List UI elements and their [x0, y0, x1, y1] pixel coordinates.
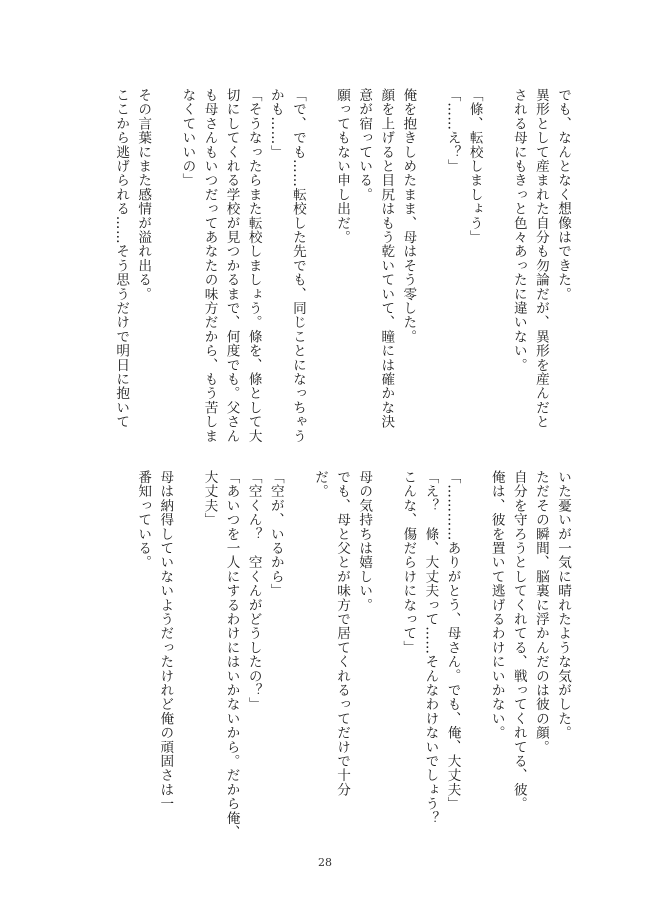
text-line: 「え？ 條、大丈夫って……そんなわけないでしょう？	[422, 470, 439, 825]
text-line: 「で、でも……転校した先でも、同じことになっちゃう	[289, 88, 306, 443]
text-line: も母さんもいつだってあなたの味方だから、もう苦しま	[201, 88, 218, 443]
text-line: こんな、傷だらけになって」	[400, 470, 417, 655]
blank-line	[287, 470, 309, 852]
top-text-tier	[74, 88, 574, 454]
text-line: 自分を守ろうとしてくれてる、戦ってくれてる、彼。	[510, 470, 527, 811]
blank-line	[419, 88, 441, 454]
text-line: その言葉にまた感情が溢れ出る。	[135, 88, 152, 301]
text-line: 「條、転校しましょう」	[466, 88, 483, 245]
text-line: 俺を抱きしめたまま、母はそう零した。	[400, 88, 417, 344]
text-line: 「そうなったらまた転校しましょう。條を、條として大	[245, 88, 262, 443]
blank-line	[375, 470, 397, 852]
text-line: いた憂いが一気に晴れたような気がした。	[555, 470, 571, 740]
text-line: だ。	[311, 470, 328, 499]
bottom-text-tier	[74, 470, 574, 852]
text-line: 俺は、彼を置いて逃げるわけにいかない。	[488, 470, 505, 740]
text-line: 母の気持ちは嬉しい。	[356, 470, 373, 612]
text-line: 母は納得していないようだったけれど俺の頑固さは一	[157, 470, 174, 811]
text-line: ここから逃げられる……そう思うだけで明日に抱いて	[113, 88, 130, 429]
text-line: 「…………ありがとう、母さん。でも、俺、大丈夫」	[444, 470, 461, 811]
text-line: 番知っている。	[135, 470, 152, 570]
text-line: 願ってもない申し出だ。	[334, 88, 351, 245]
text-line: ただその瞬間、脳裏に浮かんだのは彼の顔。	[532, 470, 549, 754]
text-line: でも、母と父とが味方で居てくれるってだけで十分	[334, 470, 351, 797]
text-line: 「空くん？ 空くんがどうしたの？」	[245, 470, 262, 712]
text-line: 大丈夫」	[201, 470, 218, 527]
text-line: 「あいつを一人にするわけにはいかないから。だから俺、	[223, 470, 240, 840]
blank-line	[309, 88, 331, 454]
blank-line	[176, 470, 198, 852]
text-line: かも……」	[267, 88, 284, 159]
text-line: 切にしてくれる学校が見つかるまで、何度でも。父さん	[223, 88, 240, 443]
text-line: でも、なんとなく想像はできた。	[555, 88, 571, 301]
blank-line	[154, 88, 176, 454]
text-line: 異形として産まれた自分も勿論だが、異形を産んだと	[532, 88, 549, 429]
text-line: 「空が、いるから」	[267, 470, 284, 598]
text-line: なくていいの」	[179, 88, 196, 188]
text-line: される母にもきっと色々あったに違いない。	[510, 88, 527, 372]
text-line: 顔を上げると目尻はもう乾いていて、瞳には確かな決	[378, 88, 395, 429]
text-line: 意が宿っている。	[356, 88, 373, 202]
blank-line	[486, 88, 508, 454]
blank-line	[464, 470, 486, 852]
text-line: 「……え？」	[444, 88, 461, 174]
page-number: 28	[318, 856, 332, 869]
